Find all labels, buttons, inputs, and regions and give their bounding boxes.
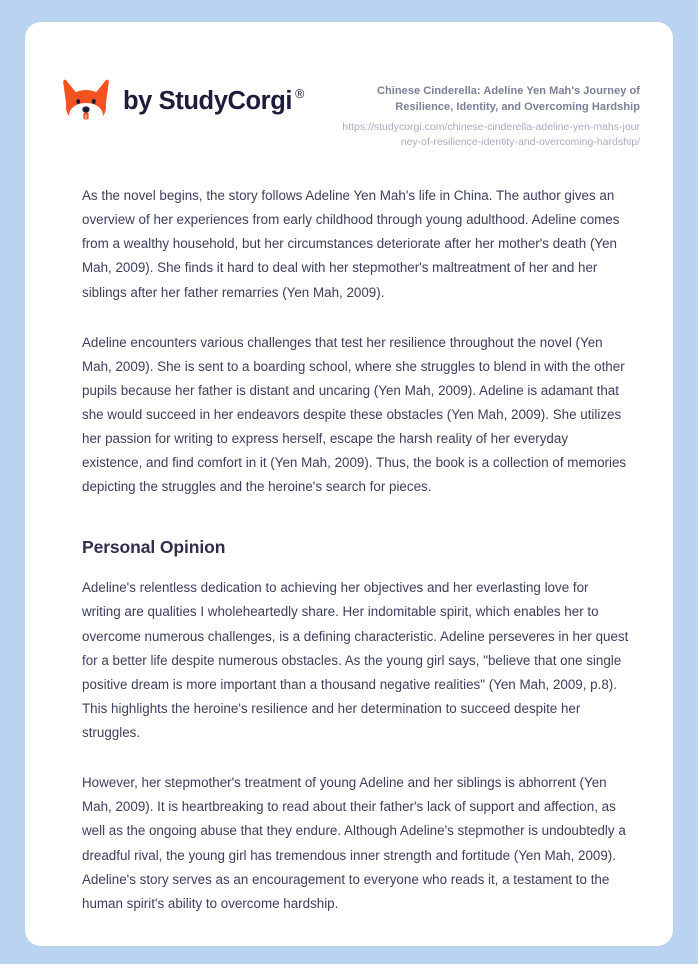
brand-logo-group[interactable] bbox=[60, 70, 304, 126]
paragraph-4: However, her stepmother's treatment of young Adeline and her siblings is abhorrent (Yen Mah, 2009). It is heartbreaking to read about their father's lack of support and affection, as well as the ongoing abuse that they endure. Although Adeline's stepmother is undoubtedly a dreadful rival, the young girl has tremendous inner strength and fortitude (Yen Mah, 2009). Adeline's story serves as an encouragement to everyone who reads it, a testament to the human spirit's ability to overcome hardship. bbox=[82, 775, 626, 911]
brand-name-text: by StudyCorgi bbox=[123, 86, 293, 115]
article-body bbox=[25, 184, 673, 916]
source-url[interactable]: https://studycorgi.com/chinese-cinderella-adeline-yen-mahs-journey-of-resilience-identity-and-overcoming-hardship/ bbox=[342, 121, 640, 149]
document-meta bbox=[340, 70, 640, 150]
paragraph-1: As the novel begins, the story follows Adeline Yen Mah's life in China. The author gives an overview of her experiences from early childhood through young adulthood. Adeline comes from a wealthy household, but her circumstances deteriorate after her mother's death (Yen Mah, 2009). She finds it hard to deal with her stepmother's maltreatment of her and her siblings after her father remarries (Yen Mah, 2009). bbox=[82, 188, 620, 300]
document-card bbox=[25, 22, 673, 946]
page-title: Chinese Cinderella: Adeline Yen Mah's Journey of Resilience, Identity, and Overcoming Hardship bbox=[377, 85, 640, 113]
registered-trademark-icon: ® bbox=[295, 86, 304, 101]
document-header bbox=[25, 22, 673, 150]
section-heading-personal-opinion: Personal Opinion bbox=[82, 536, 226, 557]
paragraph-3: Adeline's relentless dedication to achieving her objectives and her everlasting love for writing are qualities I wholeheartedly share. Her indomitable spirit, which enables her to overcome numerous challenges, is a defining characteristic. Adeline perseveres in her quest for a better life despite numerous obstacles. As the young girl says, "believe that one single positive dream is more important than a thousand negative realities" (Yen Mah, 2009, p.8). This highlights the heroine's resilience and her determination to succeed despite her struggles. bbox=[82, 580, 629, 741]
brand-name bbox=[123, 87, 304, 116]
corgi-face-logo-icon bbox=[60, 76, 112, 126]
paragraph-2: Adeline encounters various challenges that test her resilience throughout the novel (Yen Mah, 2009). She is sent to a boarding school, where she struggles to blend in with the other pupils because her father is distant and uncaring (Yen Mah, 2009). Adeline is adamant that she would succeed in her endeavors despite these obstacles (Yen Mah, 2009). She utilizes her passion for writing to express herself, escape the harsh reality of her everyday existence, and find comfort in it (Yen Mah, 2009). Thus, the book is a collection of memories depicting the struggles and the heroine's search for pieces. bbox=[82, 334, 627, 495]
